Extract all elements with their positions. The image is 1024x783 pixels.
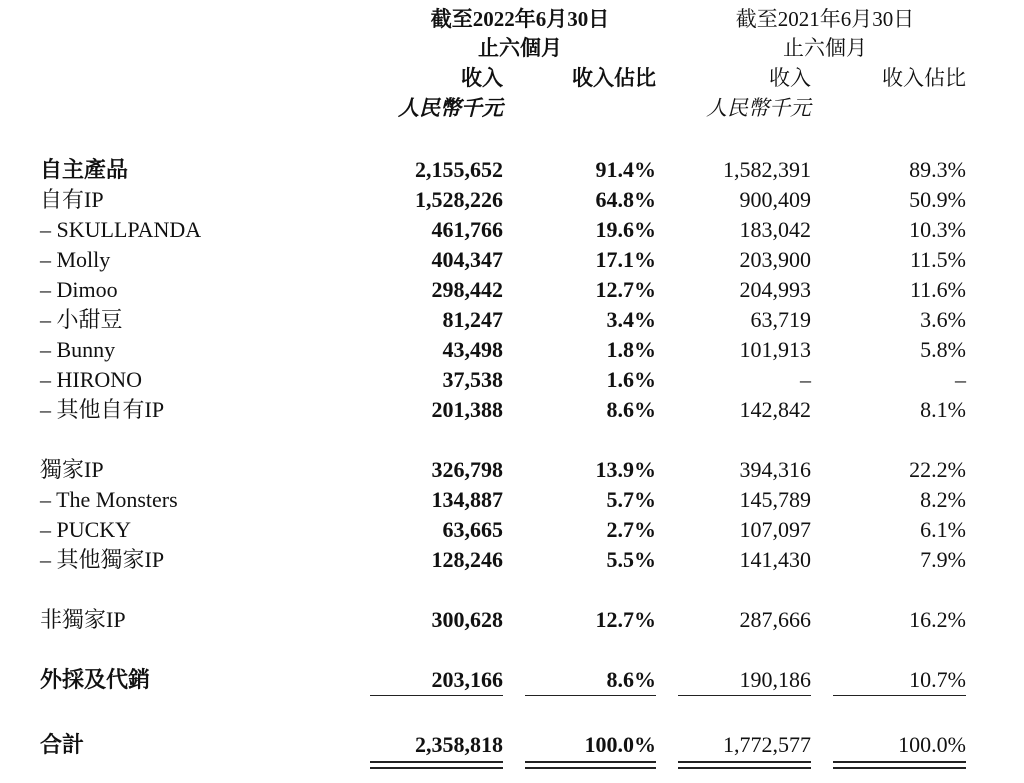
cell-r22: 326,798 xyxy=(431,457,503,482)
cell-r21: 203,900 xyxy=(739,247,811,272)
period-2021-subheading: 止六個月 xyxy=(783,36,867,60)
cell-r22: 63,665 xyxy=(442,517,503,542)
cell-r22: 128,246 xyxy=(431,547,503,572)
cell-r21: 204,993 xyxy=(739,277,811,302)
cell-p21: 8.2% xyxy=(920,487,966,512)
cell-p21: 10.7% xyxy=(909,667,966,692)
share-2021-header: 收入佔比 xyxy=(882,66,966,90)
cell-r22: 37,538 xyxy=(442,367,503,392)
row-label: – 其他獨家IP xyxy=(40,547,165,572)
total-rule-r22-a xyxy=(370,761,503,763)
total-rule-r22-b xyxy=(370,767,503,769)
unit-2021-header: 人民幣千元 xyxy=(706,96,811,120)
total-rule-p22-b xyxy=(525,767,656,769)
subtotal-rule-p22 xyxy=(525,695,656,696)
revenue-2021-header: 收入 xyxy=(769,66,811,90)
cell-p21: 10.3% xyxy=(909,217,966,242)
cell-r21: 1,772,577 xyxy=(723,732,811,757)
row-label: – Dimoo xyxy=(40,277,118,302)
cell-r22: 1,528,226 xyxy=(415,187,503,212)
cell-p22: 8.6% xyxy=(606,667,656,692)
cell-r22: 2,155,652 xyxy=(415,157,503,182)
row-label: – The Monsters xyxy=(40,487,178,512)
revenue-2022-header: 收入 xyxy=(461,66,503,90)
cell-r21: 141,430 xyxy=(739,547,811,572)
subtotal-rule-r22 xyxy=(370,695,503,696)
cell-r21: 63,719 xyxy=(750,307,811,332)
cell-r22: 43,498 xyxy=(442,337,503,362)
cell-r21: 107,097 xyxy=(739,517,811,542)
cell-r22: 300,628 xyxy=(431,607,503,632)
cell-r21: 900,409 xyxy=(739,187,811,212)
cell-p22: 91.4% xyxy=(595,157,656,182)
cell-r21: 287,666 xyxy=(739,607,811,632)
row-label: 自有IP xyxy=(40,187,104,212)
cell-p22: 64.8% xyxy=(595,187,656,212)
period-2022-heading: 截至2022年6月30日 xyxy=(430,7,610,31)
cell-p21: 5.8% xyxy=(920,337,966,362)
cell-p22: 3.4% xyxy=(606,307,656,332)
unit-2022-header: 人民幣千元 xyxy=(398,96,503,120)
cell-p22: 19.6% xyxy=(595,217,656,242)
subtotal-rule-p21 xyxy=(833,695,966,696)
cell-p21: 22.2% xyxy=(909,457,966,482)
cell-p21: 11.5% xyxy=(909,247,966,272)
cell-p21: 6.1% xyxy=(920,517,966,542)
cell-p22: 12.7% xyxy=(595,277,656,302)
cell-p22: 13.9% xyxy=(595,457,656,482)
period-2022-subheading: 止六個月 xyxy=(478,36,562,60)
row-label: 外採及代銷 xyxy=(40,667,151,692)
row-label: – Bunny xyxy=(40,337,116,362)
row-label: – Molly xyxy=(40,247,111,272)
cell-r21: 142,842 xyxy=(739,397,811,422)
row-label: 獨家IP xyxy=(40,457,104,482)
cell-p21: 100.0% xyxy=(898,732,966,757)
cell-p21: – xyxy=(955,367,966,392)
cell-r22: 203,166 xyxy=(431,667,503,692)
cell-p21: 11.6% xyxy=(909,277,966,302)
cell-p21: 8.1% xyxy=(920,397,966,422)
cell-r22: 134,887 xyxy=(431,487,503,512)
cell-r22: 2,358,818 xyxy=(415,732,503,757)
cell-r21: 145,789 xyxy=(739,487,811,512)
row-label: 合計 xyxy=(40,732,85,757)
cell-r21: – xyxy=(800,367,811,392)
cell-r22: 81,247 xyxy=(442,307,503,332)
cell-r22: 298,442 xyxy=(431,277,503,302)
cell-p22: 8.6% xyxy=(606,397,656,422)
cell-r21: 101,913 xyxy=(739,337,811,362)
cell-p21: 50.9% xyxy=(909,187,966,212)
row-label: – 其他自有IP xyxy=(40,397,165,422)
cell-p22: 17.1% xyxy=(595,247,656,272)
cell-p22: 100.0% xyxy=(584,732,656,757)
cell-p22: 12.7% xyxy=(595,607,656,632)
cell-r21: 190,186 xyxy=(739,667,811,692)
row-label: 自主產品 xyxy=(40,157,129,182)
cell-r21: 1,582,391 xyxy=(723,157,811,182)
cell-p22: 5.7% xyxy=(606,487,656,512)
total-rule-r21-a xyxy=(678,761,811,763)
cell-p21: 16.2% xyxy=(909,607,966,632)
row-label: – SKULLPANDA xyxy=(40,217,202,242)
share-2022-header: 收入佔比 xyxy=(572,66,656,90)
total-rule-p21-b xyxy=(833,767,966,769)
row-label: – HIRONO xyxy=(40,367,143,392)
row-label: – 小甜豆 xyxy=(40,307,123,332)
cell-p22: 2.7% xyxy=(606,517,656,542)
total-rule-r21-b xyxy=(678,767,811,769)
total-rule-p21-a xyxy=(833,761,966,763)
total-rule-p22-a xyxy=(525,761,656,763)
period-2021-heading: 截至2021年6月30日 xyxy=(735,7,915,31)
cell-r22: 404,347 xyxy=(431,247,503,272)
cell-r22: 201,388 xyxy=(431,397,503,422)
row-label: – PUCKY xyxy=(40,517,132,542)
cell-p22: 1.6% xyxy=(606,367,656,392)
cell-p21: 7.9% xyxy=(920,547,966,572)
cell-p21: 89.3% xyxy=(909,157,966,182)
cell-r21: 183,042 xyxy=(739,217,811,242)
cell-r22: 461,766 xyxy=(431,217,503,242)
cell-p22: 5.5% xyxy=(606,547,656,572)
cell-p21: 3.6% xyxy=(920,307,966,332)
row-label: 非獨家IP xyxy=(40,607,126,632)
cell-p22: 1.8% xyxy=(606,337,656,362)
cell-r21: 394,316 xyxy=(739,457,811,482)
subtotal-rule-r21 xyxy=(678,695,811,696)
